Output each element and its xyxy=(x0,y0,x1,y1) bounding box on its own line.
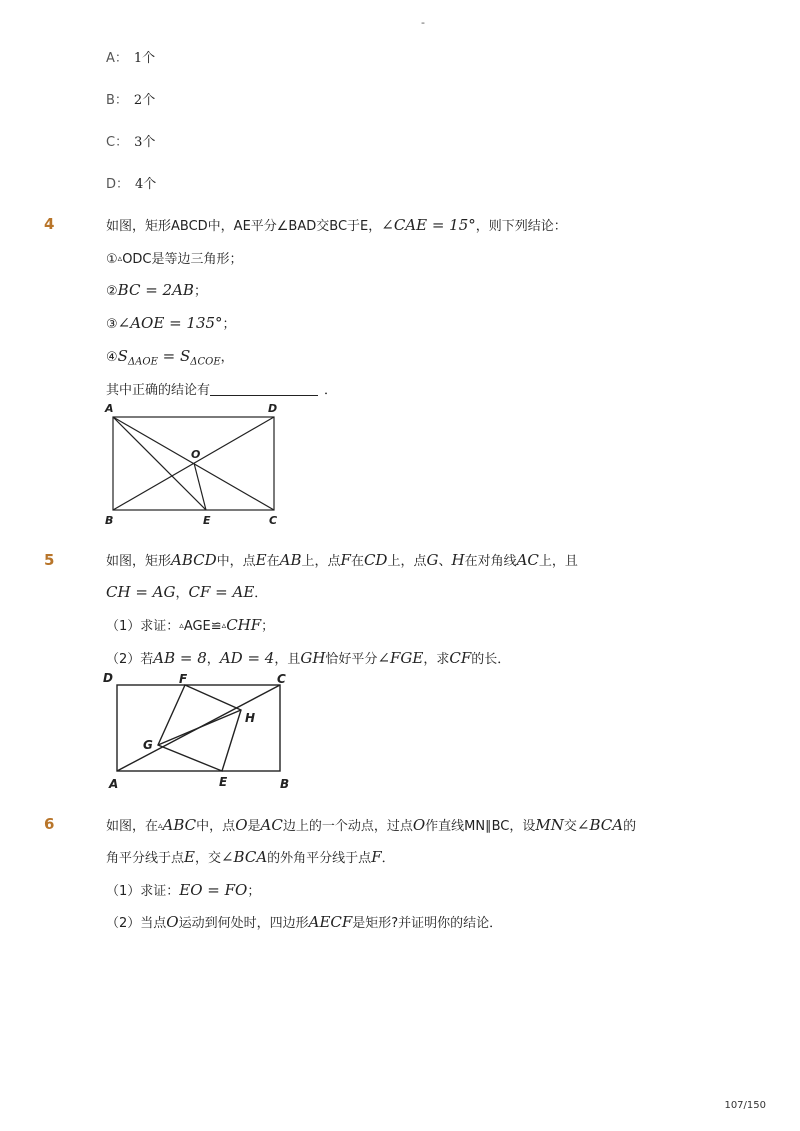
question-number: 4 xyxy=(44,215,55,233)
q6-stem-line-1 xyxy=(106,815,636,834)
option-b[interactable] xyxy=(106,89,155,108)
math: AC xyxy=(260,816,283,834)
q4-conclusion-1 xyxy=(106,248,243,267)
text: AGE≌ xyxy=(183,619,222,634)
math: = S xyxy=(157,347,191,365)
label-a: A xyxy=(109,777,119,791)
math: G xyxy=(426,551,439,569)
label-c: C xyxy=(269,514,278,527)
math: MN xyxy=(535,816,564,834)
math: CHF xyxy=(226,616,262,634)
triangle-symbol: ▵ xyxy=(179,621,184,631)
math: E xyxy=(255,551,267,569)
text: 在 xyxy=(266,554,280,569)
math: GH xyxy=(300,649,326,667)
q5-stem-line-2 xyxy=(106,582,267,601)
text: ，求 xyxy=(423,652,450,667)
label-g: G xyxy=(143,738,153,752)
math: CH = AG xyxy=(106,583,176,601)
text: 运动到何处时，四边形 xyxy=(178,916,309,931)
label-c: C xyxy=(277,672,286,686)
answer-blank[interactable] xyxy=(210,383,318,396)
math: AECF xyxy=(308,913,353,931)
text: ，且 xyxy=(274,652,301,667)
text: 作直线MN∥BC，设 xyxy=(425,819,536,834)
q4-figure xyxy=(100,398,290,528)
text: 中，点 xyxy=(216,554,256,569)
text: 恰好平分 xyxy=(325,652,378,667)
text: ④ xyxy=(106,350,118,365)
q4-answer-line xyxy=(106,379,337,398)
option-d[interactable] xyxy=(106,173,156,192)
math: AC xyxy=(516,551,539,569)
text: ， xyxy=(175,586,189,601)
triangle-symbol: ▵ xyxy=(117,254,123,264)
text: ． xyxy=(324,383,338,398)
option-value: 3个 xyxy=(134,135,156,150)
math: ABCD xyxy=(171,551,217,569)
label-h: H xyxy=(245,711,256,725)
text: ① xyxy=(106,252,118,267)
text: （2）当点 xyxy=(106,916,167,931)
text: ，则下列结论： xyxy=(475,219,567,234)
option-letter: C： xyxy=(106,135,129,150)
text: ODC是等边三角形； xyxy=(122,252,243,267)
text: ； xyxy=(222,317,236,332)
text: ， xyxy=(220,350,234,365)
text: 如图，矩形 xyxy=(106,554,172,569)
q5-part-2 xyxy=(106,648,510,667)
q4-conclusion-4 xyxy=(106,346,234,368)
math: E xyxy=(184,848,195,866)
math: EO = FO xyxy=(179,881,248,899)
text: 其中正确的结论有 xyxy=(106,383,211,398)
math: ∠CAE = 15° xyxy=(381,216,476,234)
label-o: O xyxy=(191,448,201,461)
math: O xyxy=(412,816,426,834)
text: 交 xyxy=(563,819,577,834)
math: ∠AOE = 135° xyxy=(117,314,223,332)
text: 角平分线于点 xyxy=(106,851,185,866)
math: CF = AE xyxy=(188,583,255,601)
segment-ae xyxy=(113,417,206,510)
option-value: 2个 xyxy=(133,93,156,108)
label-f: F xyxy=(179,672,188,686)
math: F xyxy=(371,848,382,866)
text: ③ xyxy=(106,317,118,332)
q4-stem xyxy=(106,215,567,234)
triangle-symbol: ▵ xyxy=(221,621,227,631)
triangle-symbol: ▵ xyxy=(158,821,163,831)
question-number: 6 xyxy=(44,815,55,833)
label-e: E xyxy=(219,775,228,789)
text: ； xyxy=(261,619,275,634)
math: AB xyxy=(279,551,302,569)
math: CF xyxy=(449,649,472,667)
text: 的长． xyxy=(471,652,511,667)
math: AD = 4 xyxy=(219,649,275,667)
text: 中，点 xyxy=(196,819,236,834)
text: 在 xyxy=(350,554,364,569)
option-a[interactable] xyxy=(106,47,155,66)
text: 的外角平分线于点 xyxy=(267,851,372,866)
q4-conclusion-2 xyxy=(106,280,207,299)
text: 边上的一个动点，过点 xyxy=(282,819,413,834)
q5-stem-line-1 xyxy=(106,550,578,569)
option-value: 4个 xyxy=(135,177,157,192)
label-d: D xyxy=(268,402,278,415)
math: F xyxy=(340,551,351,569)
label-b: B xyxy=(105,514,114,527)
segment-gh xyxy=(158,710,241,745)
text: 、 xyxy=(438,554,452,569)
label-e: E xyxy=(203,514,211,527)
text: ． xyxy=(254,586,268,601)
text: ，交 xyxy=(194,851,221,866)
page-number: 107/150 xyxy=(724,1100,766,1111)
label-a: A xyxy=(105,402,114,415)
text: 上，且 xyxy=(538,554,578,569)
text: （2）若 xyxy=(106,652,154,667)
text: ， xyxy=(206,652,220,667)
text: 在对角线 xyxy=(464,554,517,569)
math-subscript: ΔCOE xyxy=(190,356,221,368)
math: CD xyxy=(363,551,388,569)
q6-stem-line-2 xyxy=(106,847,395,866)
text: ； xyxy=(193,284,207,299)
math: S xyxy=(117,347,128,365)
option-c[interactable] xyxy=(106,131,155,150)
math-subscript: ΔAOE xyxy=(127,356,158,368)
math: ABC xyxy=(162,816,197,834)
text: （1）求证： xyxy=(106,884,180,899)
math: ∠FGE xyxy=(377,649,424,667)
header-mark: - xyxy=(421,16,425,29)
option-letter: B： xyxy=(106,93,128,108)
text: 上，点 xyxy=(301,554,341,569)
math: BC = 2AB xyxy=(117,281,194,299)
question-number: 5 xyxy=(44,551,55,569)
text: 的 xyxy=(623,819,637,834)
math: ∠BCA xyxy=(220,848,268,866)
q5-figure xyxy=(100,668,300,793)
label-d: D xyxy=(103,671,113,685)
math: AB = 8 xyxy=(153,649,207,667)
label-b: B xyxy=(280,777,290,791)
text: 是 xyxy=(247,819,261,834)
text: 如图，矩形ABCD中，AE平分∠BAD交BC于E， xyxy=(106,219,382,234)
text: 如图，在 xyxy=(106,819,159,834)
q5-part-1 xyxy=(106,615,274,634)
option-letter: A： xyxy=(106,51,128,66)
text: （1）求证： xyxy=(106,619,180,634)
text: ② xyxy=(106,284,118,299)
text: 上，点 xyxy=(387,554,427,569)
math: ∠BCA xyxy=(576,816,624,834)
math: H xyxy=(451,551,465,569)
q4-conclusion-3 xyxy=(106,313,236,332)
option-letter: D： xyxy=(106,177,130,192)
math: O xyxy=(166,913,179,931)
text: ； xyxy=(247,884,261,899)
text: ． xyxy=(381,851,395,866)
math: O xyxy=(235,816,248,834)
option-value: 1个 xyxy=(133,51,156,66)
q6-part-1 xyxy=(106,880,260,899)
text: 是矩形?并证明你的结论． xyxy=(352,916,503,931)
q6-part-2 xyxy=(106,912,502,931)
